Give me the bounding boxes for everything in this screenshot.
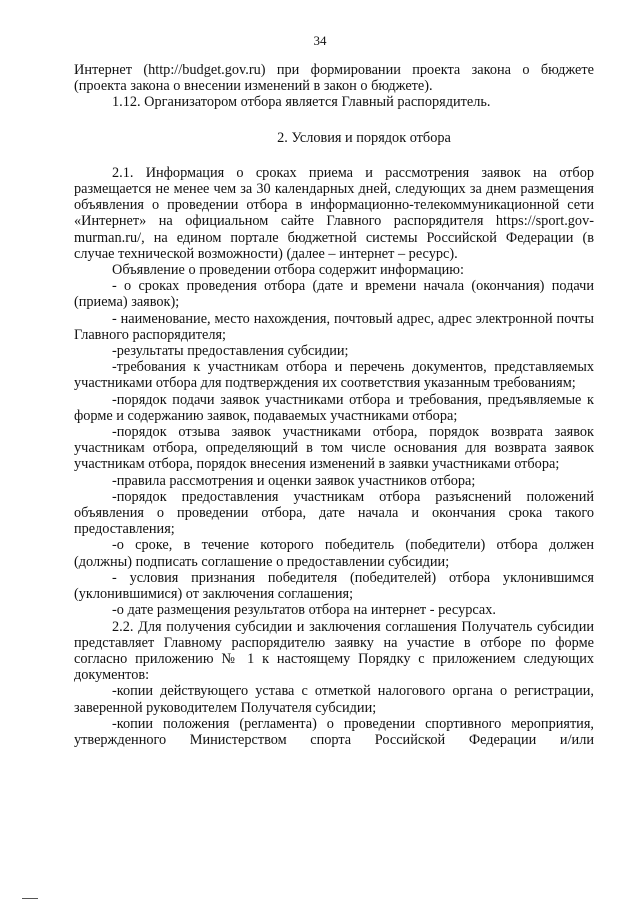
- list-item: -правила рассмотрения и оценки заявок участников отбора;: [112, 472, 476, 489]
- paragraph-continuation: Интернет (http://budget.gov.ru) при формировании проекта закона о бюджете (проекта закона о внесении изменений в закон о бюджете).: [74, 62, 594, 95]
- list-item: - условия признания победителя (победителей) отбора уклонившимся (уклонившимися) от заключения соглашения;: [74, 569, 594, 603]
- page-number: 34: [313, 33, 327, 48]
- list-item: - наименование, место нахождения, почтовый адрес, адрес электронной почты Главного распорядителя;: [74, 310, 594, 343]
- paragraph-announcement-intro: Объявление о проведении отбора содержит информацию:: [112, 262, 464, 279]
- section-heading: 2. Условия и порядок отбора: [277, 129, 451, 146]
- document-body: [74, 62, 594, 748]
- list-item: -требования к участникам отбора и перечень документов, представляемых участниками отбора для подтверждения их соответствия указанным требованиям;: [74, 359, 594, 392]
- list-item: -порядок подачи заявок участниками отбора и требования, предъявляемые к форме и содержанию заявок, подаваемых участниками отбора;: [74, 391, 594, 424]
- list-item: -результаты предоставления субсидии;: [112, 343, 349, 360]
- list-item: -порядок отзыва заявок участниками отбора, порядок возврата заявок участникам отбора, определяющий в том числе основания для возврата заявок участникам отбора, порядок внесения изменений в заявки участниками отбора;: [74, 424, 594, 473]
- list-item: -порядок предоставления участникам отбора разъяснений положений объявления о проведении отбора, дате начала и окончания срока такого предоставления;: [74, 488, 594, 538]
- list-item: -копии положения (регламента) о проведении спортивного мероприятия, утвержденного Министерством спорта Российской Федерации и/или: [74, 715, 594, 748]
- list-item: -о дате размещения результатов отбора на интернет - ресурсах.: [112, 602, 496, 619]
- list-item: -копии действующего устава с отметкой налогового органа о регистрации, заверенной руководителем Получателя субсидии;: [74, 683, 594, 716]
- footer-mark: [22, 898, 38, 899]
- list-item: - о сроках проведения отбора (дате и времени начала (окончания) подачи (приема) заявок);: [74, 278, 594, 311]
- paragraph-2-2: 2.2. Для получения субсидии и заключения соглашения Получатель субсидии представляет Главному распорядителю заявку на участие в отборе по форме согласно приложению № 1 к настоящему Порядку с приложением следующих документов:: [74, 618, 594, 684]
- paragraph-1-12: 1.12. Организатором отбора является Главный распорядитель.: [112, 94, 491, 111]
- list-item: -о сроке, в течение которого победитель (победители) отбора должен (должны) подписать соглашение о предоставлении субсидии;: [74, 537, 594, 570]
- paragraph-2-1: 2.1. Информация о сроках приема и рассмотрения заявок на отбор размещается не менее чем за 30 календарных дней, следующих за днем размещения объявления о проведении отбора в информационно-телекоммуникационной сети «Интернет» на официальном сайте Главного распорядителя https://sport.gov-murman.ru/, на едином портале бюджетной системы Российской Федерации (в случае технической возможности) (далее – интернет – ресурс).: [74, 164, 594, 262]
